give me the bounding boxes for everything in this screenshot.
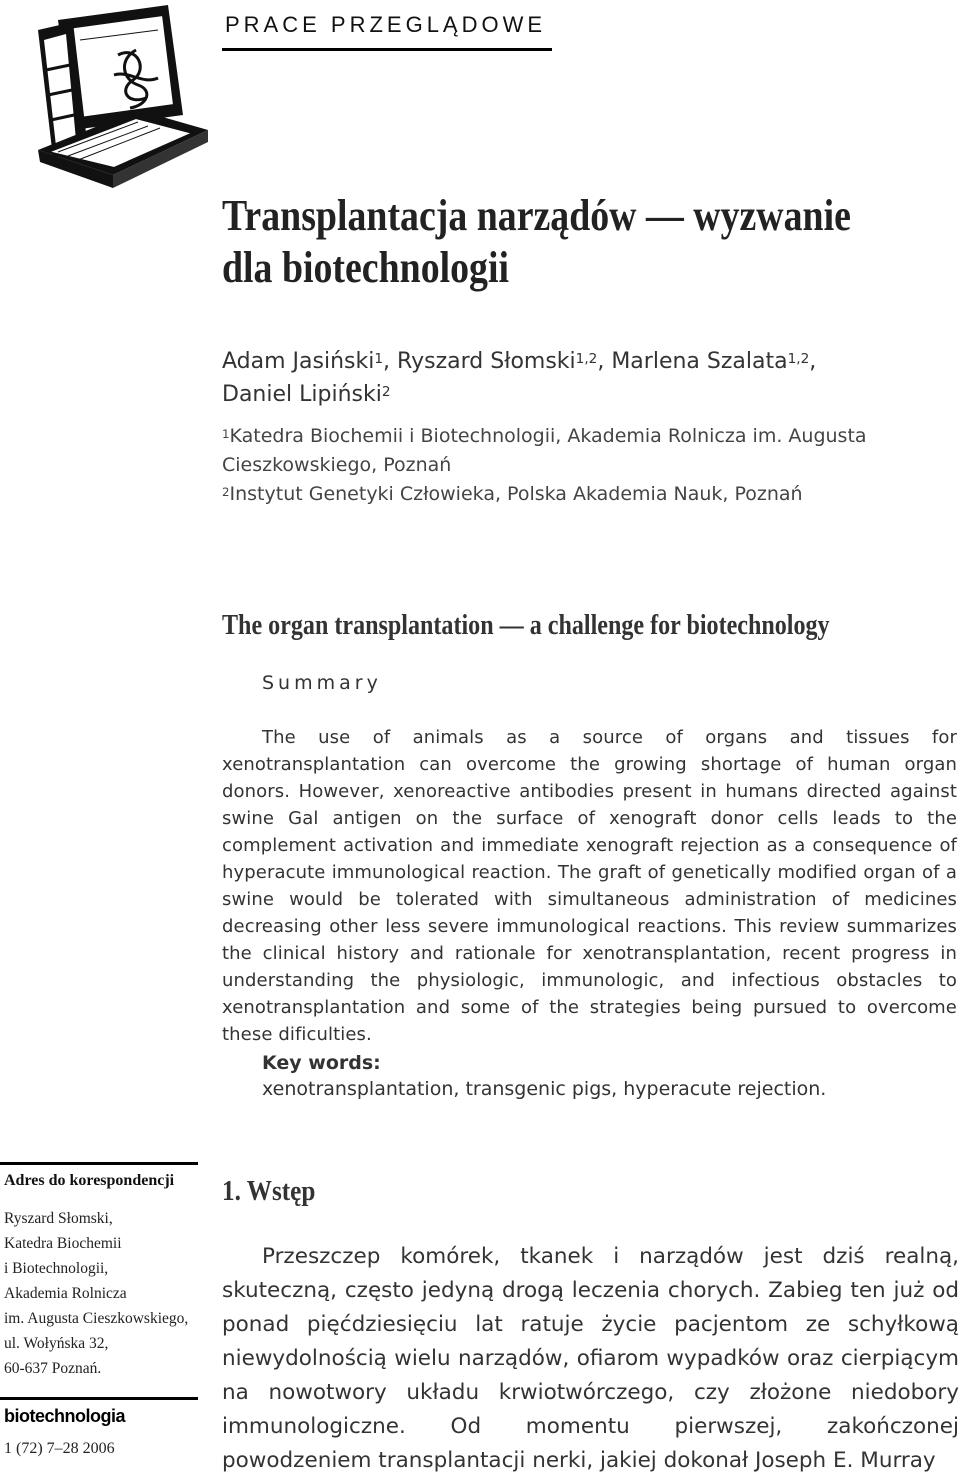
section-heading: 1. Wstęp [222,1176,316,1207]
article-title [222,190,850,294]
affiliation-list [222,422,942,509]
address-line: Ryszard Słomski, [4,1210,113,1227]
affiliation: $^2$Instytut Genetyki Człowieka, Polska Akademia Nauk, Poznań [222,483,803,505]
header-divider [222,48,552,51]
address-line: i Biotechnologii, [4,1260,109,1277]
keywords-text: xenotransplantation, transgenic pigs, hyperacute rejection. [262,1078,827,1100]
affiliation: $^1$Katedra Biochemii i Biotechnologii, Akademia Rolnicza im. Augusta Cieszkowskiego, Poznań [222,425,867,476]
title-line-2: dla biotechnologii [222,243,509,292]
correspondence-address [4,1206,200,1381]
keywords-label: Key words: [262,1052,381,1074]
author: Ryszard Słomski$^{1,2}$, [397,349,612,374]
title-line-1: Transplantacja narządów — wyzwanie [222,191,851,240]
address-line: Katedra Biochemii [4,1235,122,1252]
author-list [222,345,942,411]
summary-heading: Summary [262,672,382,694]
author: Daniel Lipiński$^2$ [222,382,391,407]
english-title: The organ transplantation — a challenge for biotechnology [222,610,830,641]
address-line: 60-637 Poznań. [4,1360,102,1377]
address-line: ul. Wołyńska 32, [4,1335,109,1352]
sidebar-divider-top [0,1162,198,1165]
journal-issue: 1 (72) 7–28 2006 [4,1440,115,1457]
journal-logo: biotechnologia [4,1406,125,1426]
address-line: Akademia Rolnicza [4,1285,127,1302]
address-line: im. Augusta Cieszkowskiego, [4,1310,189,1327]
correspondence-heading: Adres do korespondencji [4,1172,175,1189]
sidebar-divider-bottom [0,1397,198,1400]
author: Adam Jasiński$^1$, [222,349,398,374]
author: Marlena Szalata$^{1,2}$, [611,349,817,374]
summary-text: The use of animals as a source of organs and tissues for xenotransplantation can overcome the growing shortage of human organ donors. However, xenoreactive antibodies present in humans directed against swine Gal antigen on the surface of xenograft donor cells leads to the complement activation and immediate xenograft rejection as a consequence of hyperacute immunological reaction. The graft of genetically modified organ of a swine would be tolerated with simultaneous administration of medicines decreasing other less severe immunological reactions. This review summarizes the clinical history and rationale for xenotransplantation, recent progress in understanding the physiologic, immunologic, and infectious obstacles to xenotransplantation and some of the strategies being pursued to overcome these dificulties. [222,727,957,1045]
intro-paragraph: Przeszczep komórek, tkanek i narządów jest dziś realną, skuteczną, często jedyną drogą leczenia chorych. Zabieg ten już od ponad pięćdziesięciu lat ratuje życie pacjentom ze schyłkową niewydolnością wielu narządów, ofiarom wypadków oraz cierpiącym na nowotwory układu krwiotwórczego, czy złożone niedobory immunologiczne. Od momentu pierwszej, zakończonej powodzeniem transplantacji nerki, jakiej dokonał Joseph E. Murray [222,1244,959,1473]
section-label: PRACE PRZEGLĄDOWE [225,12,547,37]
books-logo-icon [18,0,218,190]
